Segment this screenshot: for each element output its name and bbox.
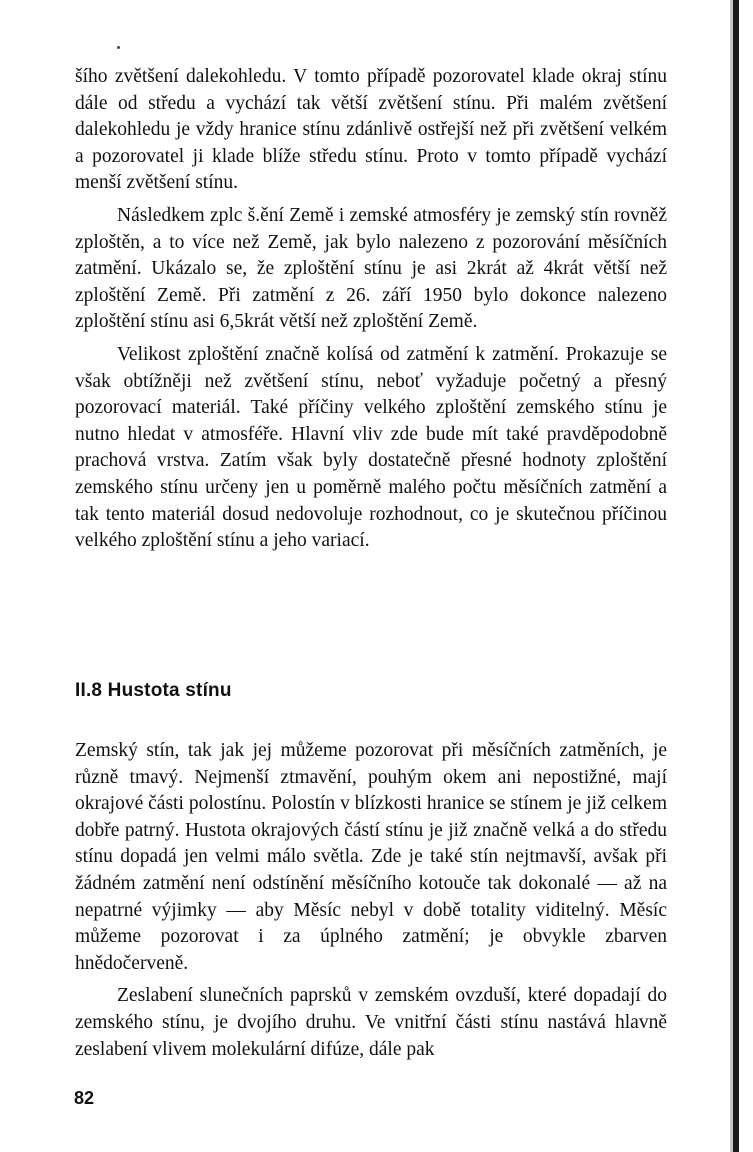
scan-edge [733,0,739,1152]
paragraph: Následkem zplc š.ění Země i zemské atmosféry je zemský stín rovněž zploštěn, a to více než Země, jak bylo nalezeno z pozorování měsíčních zatmění. Ukázalo se, že zploštění stínu je asi 2krát až 4krát větší než zploštění Země. Při zatmění z 26. září 1950 bylo dokonce nalezeno zploštění stínu asi 6,5krát větší než zploštění Země. [75,204,667,333]
scan-speck [117,46,120,49]
paragraph: Zeslabení slunečních paprsků v zemském ovzduší, které dopadají do zemského stínu, je dvojího druhu. Ve vnitřní části stínu nastává hlavně zeslabení vlivem molekulární difúze, dále pak [75,985,667,1060]
paragraph-continuation: šího zvětšení dalekohledu. V tomto případě pozorovatel klade okraj stínu dále od středu a vychází tak větší zvětšení stínu. Při malém zvětšení dalekohledu je vždy hranice stínu zdánlivě ostřejší než při zvětšení velkém a pozorovatel ji klade blíže středu stínu. Proto v tomto případě vychází menší zvětšení stínu. [75,66,667,194]
section-heading: II.8 Hustota stínu [75,680,232,701]
paragraph: Zemský stín, tak jak jej můžeme pozorovat při měsíčních zatměních, je různě tmavý. Nejmenší ztmavění, pouhým okem ani nepostižné, mají okrajové části polostínu. Polostín v blízkosti hranice se stínem je již celkem dobře patrný. Hustota okrajových částí stínu je již značně velká a do středu stínu dopadá jen velmi málo světla. Zde je také stín nejtmavší, avšak při žádném zatmění není odstínění měsíčního kotouče tak dokonalé — až na nepatrné výjimky — aby Měsíc nebyl v době totality viditelný. Měsíc můžeme pozorovat i za úplného zatmění; je obvykle zbarven hnědočerveně. [75,740,667,974]
text-block-shadow-density [75,738,667,1063]
paragraph: Velikost zploštění značně kolísá od zatmění k zatmění. Prokazuje se však obtížněji než zvětšení stínu, neboť vyžaduje početný a přesný pozorovací materiál. Také příčiny velkého zploštění zemského stínu je nutno hledat v atmosféře. Hlavní vliv zde bude mít také pravděpodobně prachová vrstva. Zatím však byly dostatečně přesné hodnoty zploštění zemského stínu určeny jen u poměrně malého počtu měsíčních zatmění a tak tento materiál dosud nedovoluje rozhodnout, co je skutečnou příčinou velkého zploštění stínu a jeho variací. [75,343,667,552]
text-block-shadow-flattening [75,64,667,555]
page-number: 82 [74,1088,95,1108]
